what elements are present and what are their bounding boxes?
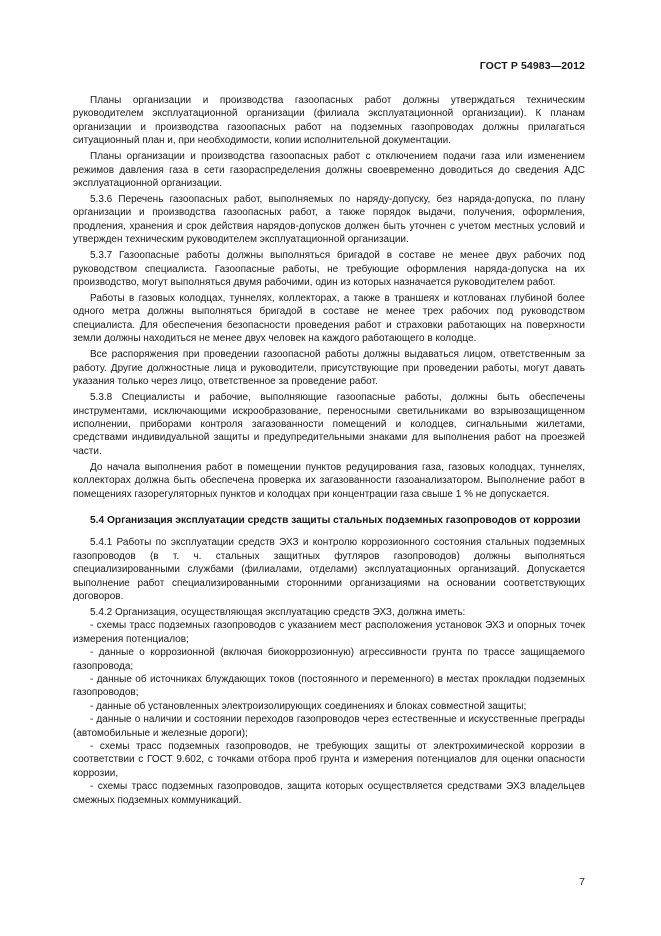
paragraph-plans-approval: Планы организации и производства газоопасных работ должны утверждаться техническим руководителем эксплуатационной организации (филиала эксплуатационной организации). К планам организации и производства газоопасных работ на подземных газопроводах должны прилагаться ситуационный план и, при необходимости, копии исполнительной документации. (73, 95, 585, 147)
paragraph-gas-check: До начала выполнения работ в помещении пунктов редуцирования газа, газовых колодцах, туннелях, коллекторах должна быть обеспечена проверка их загазованности газоанализатором. Выполнение работ в помещениях газорегуляторных пунктов и колодцах при концентрации газа свыше 1 % не допускается. (73, 461, 585, 500)
list-item: - данные об установленных электроизолирующих соединениях и блоках совместной защиты; (90, 700, 527, 712)
page-body (73, 94, 585, 807)
list-item: - схемы трасс подземных газопроводов, не требующих защиты от электрохимической коррозии в соответствии с ГОСТ 9.602, с точками отбора проб грунта и измерения потенциалов для оценки опасности коррозии, (73, 741, 585, 779)
section-heading-5-4: 5.4 Организация эксплуатации средств защиты стальных подземных газопроводов от коррозии (90, 514, 581, 526)
list-item: - данные об источниках блуждающих токов (постоянного и переменного) в местах прокладки подземных газопроводов; (73, 674, 585, 699)
paragraph-5-3-8: 5.3.8 Специалисты и рабочие, выполняющие газоопасные работы, должны быть обеспечены инструментами, исключающими искрообразование, переносными светильниками во взрывозащищенном исполнении, приборами контроля загазованности помещений и колодцев, сигнальными жилетами, средствами индивидуальной защиты и предупредительными знаками для выполнения работ на проезжей части. (73, 392, 585, 457)
paragraph-5-3-6: 5.3.6 Перечень газоопасных работ, выполняемых по наряду-допуску, без наряда-допуска, по плану организации и производства газоопасных работ, а также порядок выдачи, получения, оформления, продления, хранения и срок действия нарядов-допусков должен быть уточнен с учетом местных условий и утвержден техническим руководителем эксплуатационной организации. (73, 194, 585, 246)
paragraph-plans-notification: Планы организации и производства газоопасных работ с отключением подачи газа или изменением режимов давления газа в сети газораспределения должны своевременно доводиться до сведения АДС эксплуатационной организации. (73, 151, 585, 190)
paragraph-orders: Все распоряжения при проведении газоопасной работы должны выдаваться лицом, ответственным за работу. Другие должностные лица и руководители, присутствующие при проведении работы, могут давать указания только через лицо, ответственное за проведение работ. (73, 349, 585, 388)
list-item: - схемы трасс подземных газопроводов с указанием мест расположения установок ЭХЗ и опорных точек измерения потенциалов; (73, 620, 585, 645)
paragraph-5-3-7: 5.3.7 Газоопасные работы должны выполняться бригадой в составе не менее двух рабочих под руководством специалиста. Газоопасные работы, не требующие оформления наряда-допуска на их производство, могут выполняться двумя рабочими, один из которых назначается руководителем работ. (73, 250, 585, 289)
list-item: - данные о наличии и состоянии переходов газопроводов через естественные и искусственные преграды (автомобильные и железные дороги); (73, 714, 585, 739)
paragraph-5-4-2: 5.4.2 Организация, осуществляющая эксплуатацию средств ЭХЗ, должна иметь: (90, 606, 466, 618)
document-code: ГОСТ Р 54983—2012 (479, 60, 585, 72)
page-number: 7 (579, 876, 585, 888)
list-item: - схемы трасс подземных газопроводов, защита которых осуществляется средствами ЭХЗ владельцев смежных подземных коммуникаций. (73, 781, 585, 806)
paragraph-5-4-1: 5.4.1 Работы по эксплуатации средств ЭХЗ и контролю коррозионного состояния стальных подземных газопроводов (в т. ч. стальных защитных футляров газопроводов) должны выполняться специализированными службами (филиалами, отделами) эксплуатационных организаций. Допускается выполнение работ специализированными сторонними организациями на основании соответствующих договоров. (73, 537, 585, 602)
paragraph-wells-work: Работы в газовых колодцах, туннелях, коллекторах, а также в траншеях и котлованах глубиной более одного метра должны выполняться бригадой в составе не менее трех рабочих под руководством специалиста. Для обеспечения безопасности проведения работ и страховки работающих на поверхности земли должны находиться не менее двух человек на каждого работающего в колодце. (73, 293, 585, 345)
list-item: - данные о коррозионной (включая биокоррозионную) агрессивности грунта по трассе защищаемого газопровода; (73, 647, 585, 672)
